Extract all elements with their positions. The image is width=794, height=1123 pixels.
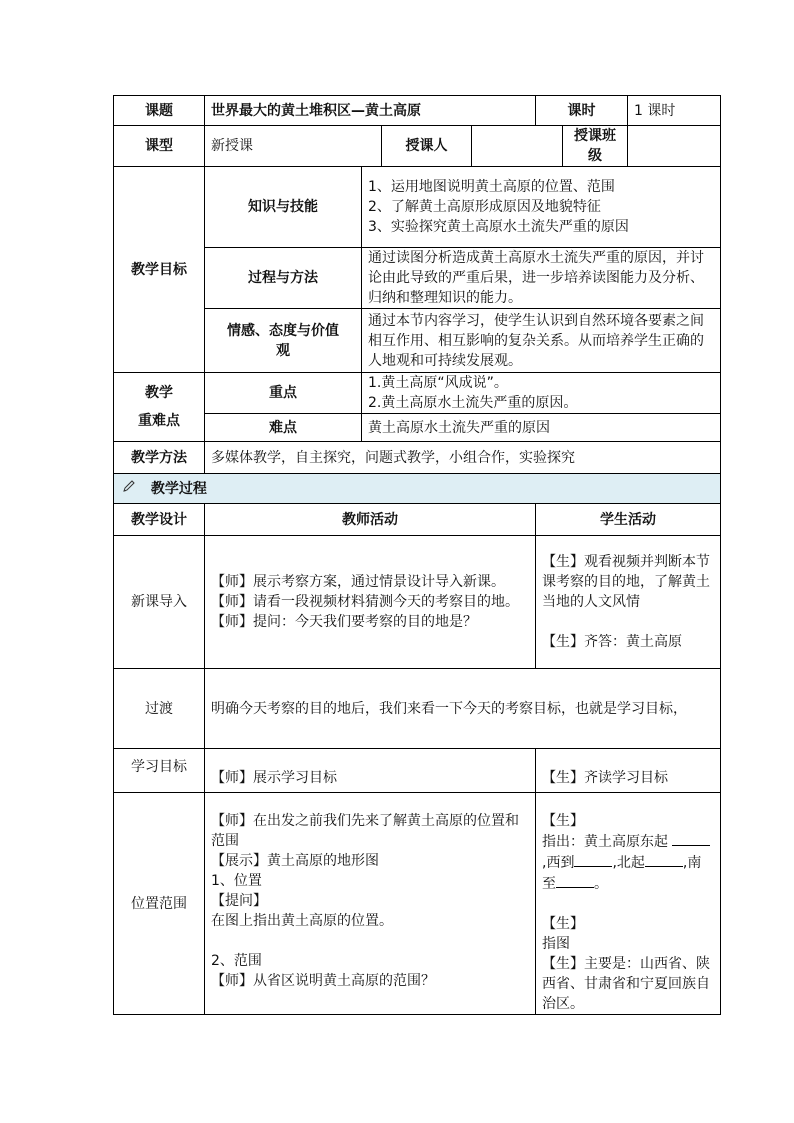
fill-in-blank-text [542, 831, 714, 894]
teacher-line [211, 931, 529, 951]
student-line: 【生】齐答：黄土高原 [542, 634, 682, 650]
process-section-header [114, 474, 721, 504]
process-label: 过程与方法 [205, 248, 362, 309]
column-design: 教学设计 [114, 504, 205, 536]
objective-emotion-row [114, 309, 721, 373]
knowledge-line: 2、了解黄土高原形成原因及地貌特征 [368, 199, 601, 215]
method-content: 多媒体教学，自主探究，问题式教学，小组合作，实验探究 [205, 442, 721, 474]
process-content: 通过读图分析造成黄土高原水土流失严重的原因，并讨论由此导致的严重后果，进一步培养读图能力及分析、归纳和整理知识的能力。 [362, 248, 721, 309]
lesson-label: 课题 [114, 96, 205, 126]
method-label: 教学方法 [114, 442, 205, 474]
teacher-label: 授课人 [382, 126, 472, 167]
class-label: 授课班级 [563, 126, 628, 167]
focus-difficulty-row [114, 414, 721, 442]
blank-line [574, 852, 612, 867]
column-student: 学生活动 [536, 504, 721, 536]
student-line: 指图 [542, 936, 570, 952]
row-design: 新课导入 [114, 536, 205, 669]
difficulty-content: 黄土高原水土流失严重的原因 [362, 414, 721, 442]
row-teacher-activity [205, 793, 536, 1015]
table-row [114, 749, 721, 793]
process-section-title: 教学过程 [150, 480, 207, 497]
focus-key-row [114, 373, 721, 414]
difficulty-label: 难点 [205, 414, 362, 442]
process-section-title-cell [114, 474, 721, 504]
row-design: 学习目标 [114, 749, 205, 793]
fill-segment: ,南至 [542, 855, 702, 892]
hours-label: 课时 [536, 96, 628, 126]
row-student-activity: 【生】齐读学习目标 [536, 749, 721, 793]
lesson-plan-table [113, 95, 721, 1015]
student-line [542, 612, 714, 632]
knowledge-line: 1、运用地图说明黄土高原的位置、范围 [368, 179, 615, 195]
row-merged-activity: 明确今天考察的目的地后，我们来看一下今天的考察目标，也就是学习目标， [205, 669, 721, 749]
student-line: 【生】主要是：山西省、陕西省、甘肃省和宁夏回族自治区。 [542, 956, 710, 1012]
teacher-value [472, 126, 563, 167]
type-label: 课型 [114, 126, 205, 167]
teacher-line: 【师】提问：今天我们要考察的目的地是？ [211, 614, 477, 630]
header-row-lesson [114, 96, 721, 126]
lesson-plan-page [113, 95, 720, 1015]
method-row [114, 442, 721, 474]
focus-label-line: 重难点 [138, 413, 180, 429]
teacher-line: 【师】从省区说明黄土高原的范围？ [211, 973, 435, 989]
teacher-line: 【师】请看一段视频材料猜测今天的考察目的地。 [211, 594, 519, 610]
row-student-activity [536, 793, 721, 1015]
student-line: 【生】观看视频并判断本节课考察的目的地，了解黄土当地的人文风情 [542, 554, 710, 610]
hours-value: 1 课时 [628, 96, 721, 126]
header-row-type [114, 126, 721, 167]
row-design: 位置范围 [114, 793, 205, 1015]
pen-icon [122, 479, 136, 499]
emotion-label-line: 情感、态度与价值 [227, 322, 339, 339]
focus-label [114, 373, 205, 442]
lesson-title: 世界最大的黄土堆积区—黄土高原 [205, 96, 536, 126]
row-student-activity [536, 536, 721, 669]
blank-line [556, 873, 594, 888]
student-line: 【生】 [542, 916, 584, 932]
knowledge-content [362, 167, 721, 248]
fill-segment: 指出：黄土高原东起 [542, 834, 668, 850]
row-teacher-activity [205, 536, 536, 669]
class-value [628, 126, 721, 167]
key-content [362, 373, 721, 414]
fill-segment: ,北起 [612, 855, 645, 871]
teacher-line: 在图上指出黄土高原的位置。 [211, 913, 393, 929]
objective-process-row [114, 248, 721, 309]
emotion-content: 通过本节内容学习，使学生认识到自然环境各要素之间相互作用、相互影响的复杂关系。从而培养学生正确的人地观和可持续发展观。 [362, 309, 721, 373]
table-row [114, 536, 721, 669]
type-value: 新授课 [205, 126, 382, 167]
row-design: 过渡 [114, 669, 205, 749]
objectives-label: 教学目标 [114, 167, 205, 373]
fill-segment: ,西到 [542, 855, 575, 871]
table-row [114, 669, 721, 749]
key-label: 重点 [205, 373, 362, 414]
teacher-line: 【提问】 [211, 893, 267, 909]
student-line: 【生】 [542, 813, 584, 829]
knowledge-line: 3、实验探究黄土高原水土流失严重的原因 [368, 219, 629, 235]
blank-line [672, 831, 710, 846]
emotion-label [205, 309, 362, 373]
teacher-line: 2、范围 [211, 953, 262, 969]
emotion-label-line: 观 [276, 342, 290, 359]
table-row [114, 793, 721, 1015]
fill-segment: 。 [594, 876, 608, 892]
column-header-row [114, 504, 721, 536]
teacher-line: 1、位置 [211, 873, 262, 889]
student-line [542, 894, 714, 914]
row-teacher-activity: 【师】展示学习目标 [205, 749, 536, 793]
blank-line [645, 852, 683, 867]
teacher-line: 【师】展示考察方案，通过情景设计导入新课。 [211, 574, 505, 590]
teacher-line: 【师】在出发之前我们先来了解黄土高原的位置和范围 [211, 813, 519, 849]
objective-knowledge-row [114, 167, 721, 248]
key-line: 2.黄土高原水土流失严重的原因。 [368, 395, 578, 411]
teacher-line: 【展示】黄土高原的地形图 [211, 853, 379, 869]
knowledge-label: 知识与技能 [205, 167, 362, 248]
focus-label-line: 教学 [145, 385, 173, 401]
column-teacher: 教师活动 [205, 504, 536, 536]
key-line: 1.黄土高原“风成说”。 [368, 375, 508, 391]
